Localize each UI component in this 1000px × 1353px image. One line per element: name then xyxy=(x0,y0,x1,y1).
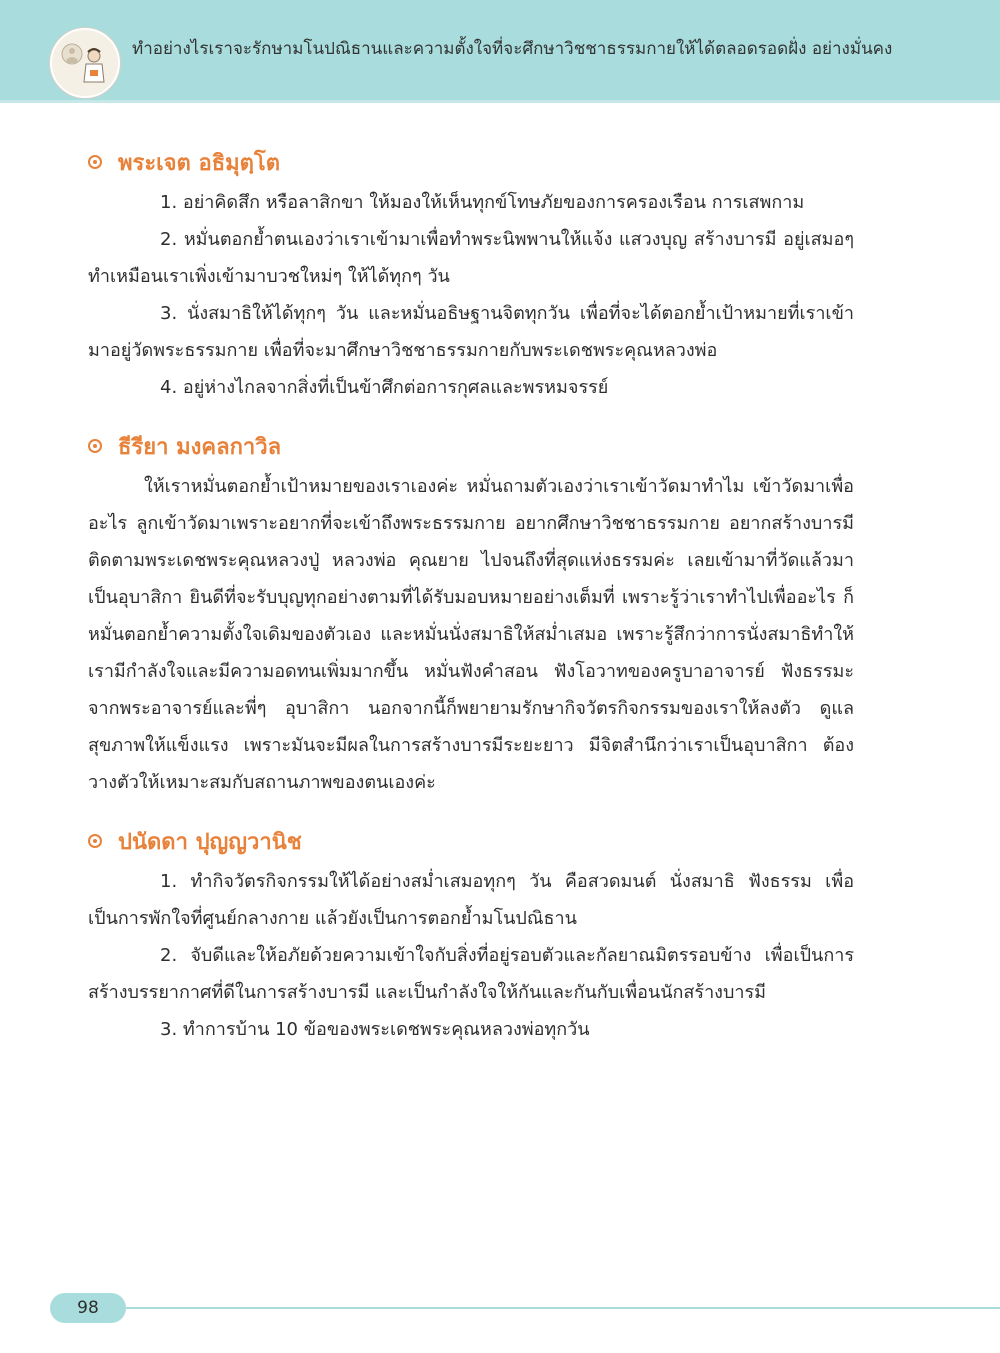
list-item: 4. อยู่ห่างไกลจากสิ่งที่เป็นข้าศึกต่อการกุศลและพรหมจรรย์ xyxy=(160,377,609,398)
list-item: 1. ทำกิจวัตรกิจกรรมให้ได้อย่างสม่ำเสมอทุกๆ วัน คือสวดมนต์ นั่งสมาธิ ฟังธรรม เพื่อเป็นการพักใจที่ศูนย์กลางกาย แล้วยังเป็นการตอกย้ำมโนปณิธาน xyxy=(88,871,854,929)
section-title: พระเจต อธิมุตฺโต xyxy=(118,150,281,176)
meditation-emblem-icon xyxy=(50,28,120,98)
circle-bullet-icon xyxy=(88,155,102,169)
list-item: 2. หมั่นตอกย้ำตนเองว่าเราเข้ามาเพื่อทำพระนิพพานให้แจ้ง แสวงบุญ สร้างบารมี อยู่เสมอๆ ทำเหมือนเราเพิ่งเข้ามาบวชใหม่ๆ ให้ได้ทุกๆ วัน xyxy=(88,229,854,287)
chapter-header-title: ทำอย่างไรเราจะรักษามโนปณิธานและความตั้งใจที่จะศึกษาวิชชาธรรมกายให้ได้ตลอดรอดฝั่ง อย่างมั่นคง xyxy=(132,39,893,59)
section-heading xyxy=(88,819,854,863)
section-heading xyxy=(88,424,854,468)
header-divider xyxy=(0,100,1000,103)
list-item: 3. นั่งสมาธิให้ได้ทุกๆ วัน และหมั่นอธิษฐานจิตทุกวัน เพื่อที่จะได้ตอกย้ำเป้าหมายที่เราเข้ามาอยู่วัดพระธรรมกาย เพื่อที่จะมาศึกษาวิชชาธรรมกายกับพระเดชพระคุณหลวงพ่อ xyxy=(88,303,854,361)
circle-bullet-icon xyxy=(88,834,102,848)
section-panadda xyxy=(88,819,854,1048)
section-theeriya xyxy=(88,424,854,801)
body-paragraph: ให้เราหมั่นตอกย้ำเป้าหมายของเราเองค่ะ หมั่นถามตัวเองว่าเราเข้าวัดมาทำไม เข้าวัดมาเพื่ออะไร ลูกเข้าวัดมาเพราะอยากที่จะเข้าถึงพระธรรมกาย อยากศึกษาวิชชาธรรมกาย อยากสร้างบารมีติดตามพระเดชพระคุณหลวงปู่ หลวงพ่อ คุณยาย ไปจนถึงที่สุดแห่งธรรมค่ะ เลยเข้ามาที่วัดแล้วมาเป็นอุบาสิกา ยินดีที่จะรับบุญทุกอย่างตามที่ได้รับมอบหมายอย่างเต็มที่ เพราะรู้ว่าเราทำไปเพื่ออะไร ก็หมั่นตอกย้ำความตั้งใจเดิมของตัวเอง และหมั่นนั่งสมาธิให้สม่ำเสมอ เพราะรู้สึกว่าการนั่งสมาธิทำให้เรามีกำลังใจและมีความอดทนเพิ่มมากขึ้น หมั่นฟังคำสอน ฟังโอวาทของครูบาอาจารย์ ฟังธรรมะจากพระอาจารย์และพี่ๆ อุบาสิกา นอกจากนี้ก็พยายามรักษากิจวัตรกิจกรรมของเราให้ลงตัว ดูแลสุขภาพให้แข็งแรง เพราะมันจะมีผลในการสร้างบารมีระยะยาว มีจิตสำนึกว่าเราเป็นอุบาสิกา ต้องวางตัวให้เหมาะสมกับสถานภาพของตนเองค่ะ xyxy=(88,476,854,793)
footer-rule xyxy=(126,1307,1000,1309)
page-content xyxy=(88,140,854,1066)
circle-bullet-icon xyxy=(88,439,102,453)
list-item: 1. อย่าคิดสึก หรือลาสิกขา ให้มองให้เห็นทุกข์โทษภัยของการครองเรือน การเสพกาม xyxy=(160,192,805,213)
list-item: 2. จับดีและให้อภัยด้วยความเข้าใจกับสิ่งที่อยู่รอบตัวและกัลยาณมิตรรอบข้าง เพื่อเป็นการสร้างบรรยากาศที่ดีในการสร้างบารมี และเป็นกำลังใจให้กันและกันกับเพื่อนนักสร้างบารมี xyxy=(88,945,854,1003)
page-number: 98 xyxy=(77,1298,99,1318)
section-title: ธีรียา มงคลกาวิล xyxy=(118,434,282,460)
list-item: 3. ทำการบ้าน 10 ข้อของพระเดชพระคุณหลวงพ่อทุกวัน xyxy=(160,1019,590,1040)
section-title: ปนัดดา ปุญญวานิช xyxy=(118,829,302,855)
section-heading xyxy=(88,140,854,184)
section-pra-jet xyxy=(88,140,854,406)
